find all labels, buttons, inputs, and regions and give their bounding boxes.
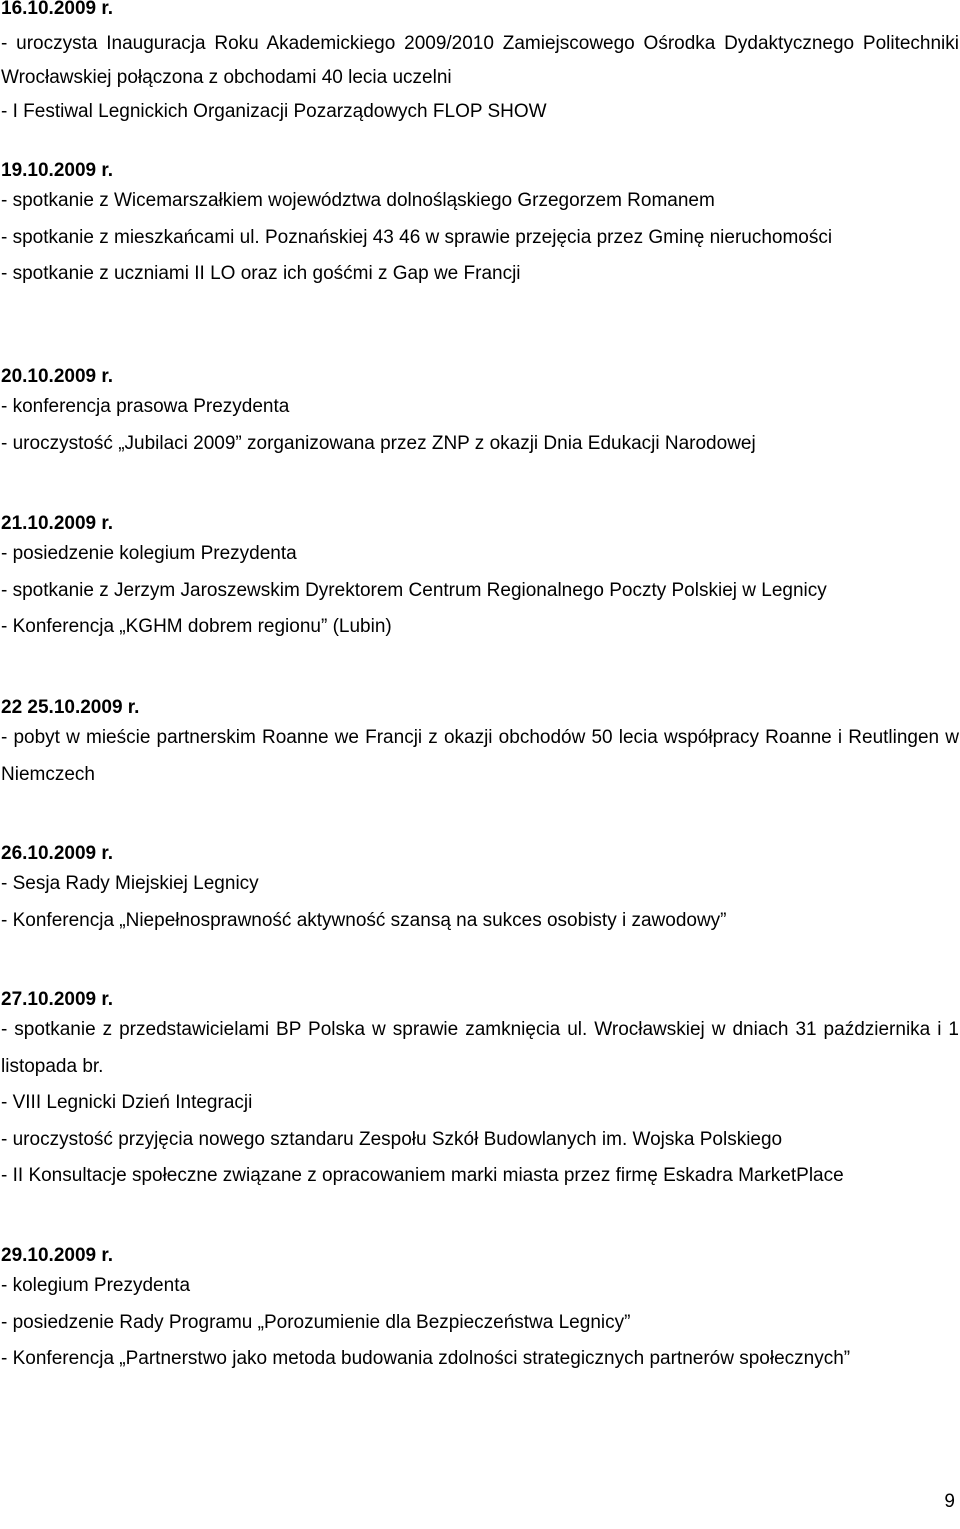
date-section bbox=[1, 988, 959, 1195]
event-item: - Konferencja „KGHM dobrem regionu” (Lubin) bbox=[1, 616, 392, 637]
section-date: 26.10.2009 r. bbox=[1, 843, 113, 864]
section-date: 16.10.2009 r. bbox=[1, 0, 113, 19]
page-number: 9 bbox=[944, 1491, 955, 1512]
date-section bbox=[1, 159, 959, 293]
event-item: - Konferencja „Partnerstwo jako metoda budowania zdolności strategicznych partnerów społecznych” bbox=[1, 1348, 851, 1369]
date-section bbox=[1, 365, 959, 462]
event-item: - spotkanie z mieszkańcami ul. Poznańskiej 43 46 w sprawie przejęcia przez Gminę nieruchomości bbox=[1, 226, 833, 248]
date-section bbox=[1, 842, 959, 939]
date-section bbox=[1, 696, 959, 793]
section-date: 27.10.2009 r. bbox=[1, 989, 113, 1010]
section-date: 20.10.2009 r. bbox=[1, 366, 113, 387]
event-item: - spotkanie z Jerzym Jaroszewskim Dyrektorem Centrum Regionalnego Poczty Polskiej w Legnicy bbox=[1, 579, 827, 601]
event-item: - pobyt w mieście partnerskim Roanne we Francji z okazji obchodów 50 lecia współpracy Roanne i Reutlingen w Niemczech bbox=[1, 727, 959, 785]
date-section bbox=[1, 0, 959, 129]
event-item: - posiedzenie kolegium Prezydenta bbox=[1, 543, 297, 564]
event-item: - uroczystość „Jubilaci 2009” zorganizowana przez ZNP z okazji Dnia Edukacji Narodowej bbox=[1, 432, 756, 454]
date-section bbox=[1, 1244, 959, 1378]
event-item: - VIII Legnicki Dzień Integracji bbox=[1, 1092, 253, 1113]
section-date: 22 25.10.2009 r. bbox=[1, 697, 140, 718]
section-date: 21.10.2009 r. bbox=[1, 513, 113, 534]
event-item: - konferencja prasowa Prezydenta bbox=[1, 396, 290, 417]
event-item: - posiedzenie Rady Programu „Porozumienie dla Bezpieczeństwa Legnicy” bbox=[1, 1311, 631, 1333]
date-section bbox=[1, 512, 959, 646]
event-item: - Konferencja „Niepełnosprawność aktywność szansą na sukces osobisty i zawodowy” bbox=[1, 909, 727, 931]
section-date: 29.10.2009 r. bbox=[1, 1245, 113, 1266]
event-item: - kolegium Prezydenta bbox=[1, 1275, 191, 1296]
event-item: - spotkanie z Wicemarszałkiem województwa dolnośląskiego Grzegorzem Romanem bbox=[1, 190, 715, 211]
event-item: - I Festiwal Legnickich Organizacji Pozarządowych FLOP SHOW bbox=[1, 101, 547, 122]
event-item: - spotkanie z uczniami II LO oraz ich gośćmi z Gap we Francji bbox=[1, 263, 521, 284]
section-date: 19.10.2009 r. bbox=[1, 160, 113, 181]
event-item: - spotkanie z przedstawicielami BP Polska w sprawie zamknięcia ul. Wrocławskiej w dniach 31 października i 1 listopada br. bbox=[1, 1019, 959, 1077]
event-item: - II Konsultacje społeczne związane z opracowaniem marki miasta przez firmę Eskadra MarketPlace bbox=[1, 1165, 844, 1186]
event-item: - uroczystość przyjęcia nowego sztandaru Zespołu Szkół Budowlanych im. Wojska Polskiego bbox=[1, 1128, 783, 1150]
event-item: - Sesja Rady Miejskiej Legnicy bbox=[1, 873, 259, 894]
event-item: - uroczysta Inauguracja Roku Akademickiego 2009/2010 Zamiejscowego Ośrodka Dydaktycznego Politechniki Wrocławskiej połączona z obchodami 40 lecia uczelni bbox=[1, 33, 959, 88]
